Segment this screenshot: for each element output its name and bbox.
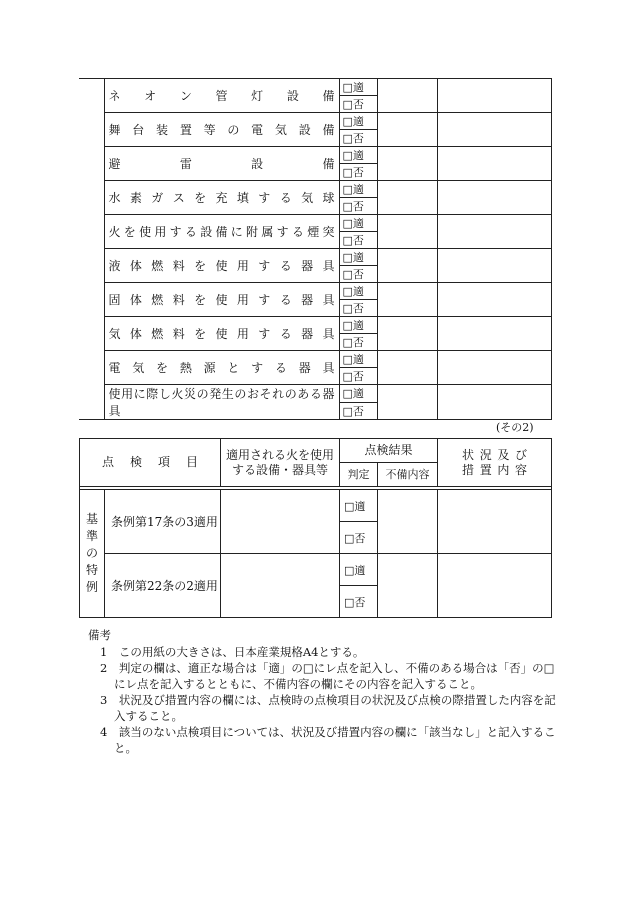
item-label: 条例第17条の3適用 bbox=[105, 490, 221, 554]
header-status-measures: 状況及び 措置内容 bbox=[438, 439, 552, 487]
inspection-table-continued bbox=[79, 78, 552, 420]
defect-content-cell[interactable] bbox=[377, 215, 437, 249]
category-special-rules: 基 準 の 特 例 bbox=[80, 490, 105, 618]
judgment-ok-checkbox[interactable]: □適 bbox=[339, 147, 377, 164]
item-label: 水素ガスを充填する気球 bbox=[104, 181, 339, 215]
judgment-ok-checkbox[interactable]: □適 bbox=[340, 554, 378, 586]
applicable-equipment-cell[interactable] bbox=[221, 490, 340, 554]
item-label: 使用に際し火災の発生のおそれのある器具 bbox=[104, 385, 339, 420]
header-judgment: 判定 bbox=[340, 463, 378, 487]
judgment-ng-checkbox[interactable]: □否 bbox=[339, 300, 377, 317]
judgment-ok-checkbox[interactable]: □適 bbox=[339, 317, 377, 334]
item-label: 避雷設備 bbox=[104, 147, 339, 181]
defect-content-cell[interactable] bbox=[377, 181, 437, 215]
remark-item: 1 この用紙の大きさは、日本産業規格A4とする。 bbox=[100, 645, 365, 659]
table-row bbox=[79, 249, 551, 266]
defect-content-cell[interactable] bbox=[377, 249, 437, 283]
judgment-ok-checkbox[interactable]: □適 bbox=[339, 113, 377, 130]
item-label: ネオン管灯設備 bbox=[104, 79, 339, 113]
defect-content-cell[interactable] bbox=[377, 113, 437, 147]
table-row bbox=[79, 215, 551, 232]
judgment-ng-checkbox[interactable]: □否 bbox=[339, 96, 377, 113]
judgment-ng-checkbox[interactable]: □否 bbox=[340, 586, 378, 618]
judgment-ng-checkbox[interactable]: □否 bbox=[339, 130, 377, 147]
item-label: 火を使用する設備に附属する煙突 bbox=[104, 215, 339, 249]
inspection-table-body bbox=[79, 79, 551, 420]
defect-content-cell[interactable] bbox=[378, 554, 438, 618]
status-measures-cell[interactable] bbox=[437, 249, 551, 283]
status-measures-cell[interactable] bbox=[438, 490, 552, 554]
remarks-section bbox=[88, 627, 563, 756]
status-measures-cell[interactable] bbox=[437, 215, 551, 249]
judgment-ok-checkbox[interactable]: □適 bbox=[339, 351, 377, 368]
page-section-label: (その2) bbox=[496, 421, 534, 434]
judgment-ng-checkbox[interactable]: □否 bbox=[339, 164, 377, 181]
table-row bbox=[79, 181, 551, 198]
special-rules-table bbox=[79, 438, 552, 618]
judgment-ng-checkbox[interactable]: □否 bbox=[339, 198, 377, 215]
judgment-ok-checkbox[interactable]: □適 bbox=[340, 490, 378, 522]
remarks-title: 備考 bbox=[88, 628, 111, 642]
status-measures-cell[interactable] bbox=[437, 317, 551, 351]
table-row bbox=[79, 385, 551, 403]
header-applicable-equipment: 適用される火を使用 する設備・器具等 bbox=[221, 439, 340, 487]
judgment-ok-checkbox[interactable]: □適 bbox=[339, 283, 377, 300]
judgment-ok-checkbox[interactable]: □適 bbox=[339, 79, 377, 96]
status-measures-cell[interactable] bbox=[437, 181, 551, 215]
table-row bbox=[79, 147, 551, 164]
item-label: 気体燃料を使用する器具 bbox=[104, 317, 339, 351]
table-row bbox=[79, 79, 551, 96]
status-measures-cell[interactable] bbox=[437, 351, 551, 385]
judgment-ok-checkbox[interactable]: □適 bbox=[339, 215, 377, 232]
judgment-ok-checkbox[interactable]: □適 bbox=[339, 249, 377, 266]
item-label: 固体燃料を使用する器具 bbox=[104, 283, 339, 317]
status-measures-cell[interactable] bbox=[437, 283, 551, 317]
remark-item: 2 判定の欄は、適正な場合は「適」の□にレ点を記入し、不備のある場合は「否」の□にレ点を記入するとともに、不備内容の欄にその内容を記入すること。 bbox=[100, 661, 555, 691]
status-measures-cell[interactable] bbox=[437, 147, 551, 181]
judgment-ok-checkbox[interactable]: □適 bbox=[339, 181, 377, 198]
status-measures-cell[interactable] bbox=[437, 79, 551, 113]
remark-item: 4 該当のない点検項目については、状況及び措置内容の欄に「該当なし」と記入すること。 bbox=[100, 725, 556, 755]
defect-content-cell[interactable] bbox=[377, 317, 437, 351]
table-row bbox=[79, 113, 551, 130]
defect-content-cell[interactable] bbox=[378, 490, 438, 554]
applicable-equipment-cell[interactable] bbox=[221, 554, 340, 618]
defect-content-cell[interactable] bbox=[377, 385, 437, 420]
table-row bbox=[79, 351, 551, 368]
judgment-ng-checkbox[interactable]: □否 bbox=[339, 232, 377, 249]
category-column-continued bbox=[79, 79, 104, 420]
status-measures-cell[interactable] bbox=[437, 385, 551, 420]
defect-content-cell[interactable] bbox=[377, 283, 437, 317]
defect-content-cell[interactable] bbox=[377, 351, 437, 385]
table-row bbox=[79, 283, 551, 300]
judgment-ng-checkbox[interactable]: □否 bbox=[339, 334, 377, 351]
item-label: 条例第22条の2適用 bbox=[105, 554, 221, 618]
remark-item: 3 状況及び措置内容の欄には、点検時の点検項目の状況及び点検の際措置した内容を記入すること。 bbox=[100, 693, 556, 723]
defect-content-cell[interactable] bbox=[377, 79, 437, 113]
item-label: 液体燃料を使用する器具 bbox=[104, 249, 339, 283]
header-inspection-item: 点検項目 bbox=[80, 439, 221, 487]
header-defect-content: 不備内容 bbox=[378, 463, 438, 487]
judgment-ok-checkbox[interactable]: □適 bbox=[339, 385, 377, 403]
table-row bbox=[79, 317, 551, 334]
judgment-ng-checkbox[interactable]: □否 bbox=[339, 368, 377, 385]
status-measures-cell[interactable] bbox=[438, 554, 552, 618]
header-inspection-result: 点検結果 bbox=[340, 439, 438, 463]
judgment-ng-checkbox[interactable]: □否 bbox=[339, 266, 377, 283]
status-measures-cell[interactable] bbox=[437, 113, 551, 147]
judgment-ng-checkbox[interactable]: □否 bbox=[340, 522, 378, 554]
item-label: 電気を熱源とする器具 bbox=[104, 351, 339, 385]
judgment-ng-checkbox[interactable]: □否 bbox=[339, 402, 377, 420]
defect-content-cell[interactable] bbox=[377, 147, 437, 181]
item-label: 舞台装置等の電気設備 bbox=[104, 113, 339, 147]
